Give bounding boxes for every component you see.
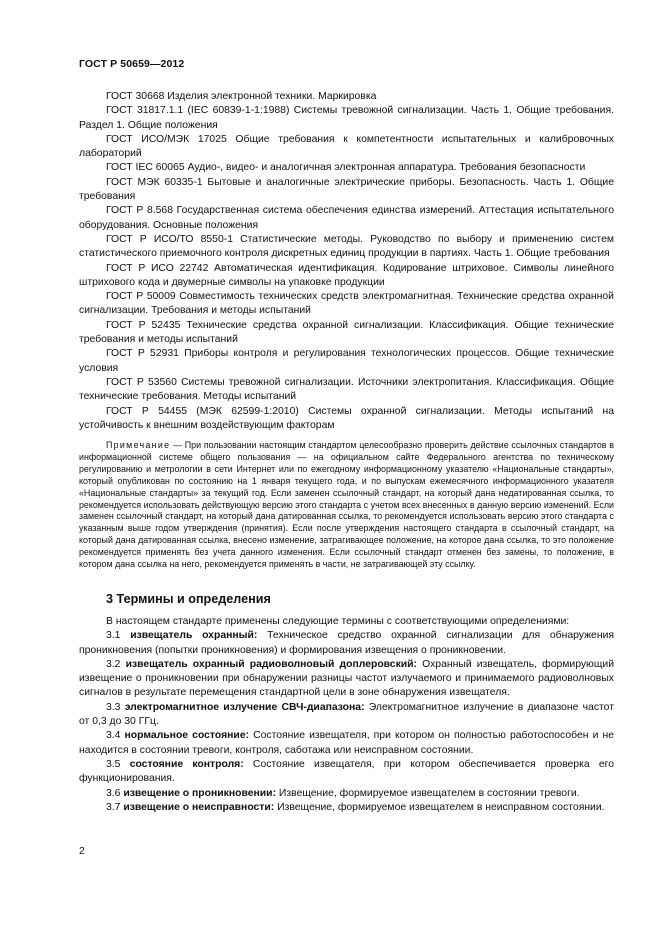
term-definition-text: Извещение, формируемое извещателем в состоянии тревоги. xyxy=(276,787,580,799)
term-name: извещатель охранный радиоволновый доплеровский: xyxy=(125,658,418,670)
term-name: состояние контроля: xyxy=(129,758,244,770)
term-number: 3.1 xyxy=(106,630,131,642)
term-definition xyxy=(79,758,614,787)
term-number: 3.2 xyxy=(106,658,126,670)
reference-item: ГОСТ ИСО/МЭК 17025 Общие требования к компетентности испытательных и калибровочных лабораторий xyxy=(79,133,614,160)
term-definition-text: Охранный извещатель, формирующий извещение о проникновении при обнаружении разницы частот излучаемого и принимаемого радиоволновых сигналов в результате перемещения стандартной цели в зоне обнаружения извещателя. xyxy=(79,658,615,699)
term-number: 3.6 xyxy=(106,787,124,799)
term-definition xyxy=(79,658,614,701)
reference-item: ГОСТ Р 8.568 Государственная система обеспечения единства измерений. Аттестация испытательного оборудования. Основные положения xyxy=(79,205,614,231)
term-number: 3.4 xyxy=(106,730,125,742)
term-definition xyxy=(79,787,614,801)
note-block xyxy=(79,440,614,571)
reference-item: ГОСТ Р 52931 Приборы контроля и регулирования технологических процессов. Общие технические условия xyxy=(79,348,614,374)
term-definition xyxy=(79,729,614,758)
term-name: электромагнитное излучение СВЧ-диапазона: xyxy=(124,701,365,713)
term-number: 3.3 xyxy=(106,701,125,713)
note-text: — При пользовании настоящим стандартом целесообразно проверить действие ссылочных стандартов в информационной системе общего пользования — на официальном сайте Федерального агентства по техническому регулированию и метрологии в сети Интернет или по ежегодному информационному указателю «Национальные стандарты», который опубликован по состоянию на 1 января текущего года, и по выпускам ежемесячного информационного указателя «Национальные стандарты» за текущий год. Если заменен ссылочный стандарт, на который дана недатированная ссылка, то рекомендуется использовать действующую версию этого стандарта с учетом всех внесенных в данную версию изменений. Если заменен ссылочный стандарт, на который дана датированная ссылка, то рекомендуется использовать версию этого стандарта с указанным выше годом утверждения (принятия). Если после утверждения настоящего стандарта в ссылочный стандарт, на который дана датированная ссылка, внесено изменение, затрагивающее положение, на которое дана ссылка, то это положение рекомендуется применять без учета данного изменения. Если ссылочный стандарт отменен без замены, то положение, в котором дана ссылка на него, рекомендуется применять в части, не затрагивающей эту ссылку. xyxy=(79,440,614,570)
term-definition-text: Техническое средство охранной сигнализации для обнаружения проникновения (попытки проникновения) и формирования извещения о проникновении. xyxy=(79,630,614,656)
term-definition-text: Состояние извещателя, при котором обеспечивается проверка его функционирования. xyxy=(79,758,614,785)
page-number: 2 xyxy=(79,846,85,857)
reference-item: ГОСТ Р ИСО 22742 Автоматическая идентификация. Кодирование штриховое. Символы линейного штрихового кода и двумерные символы на упаковке продукции xyxy=(79,262,614,288)
reference-item: ГОСТ Р 50009 Совместимость технических средств электромагнитная. Технические средства охранной сигнализации. Требования и методы испытаний xyxy=(79,291,614,317)
reference-item: ГОСТ IEC 60065 Аудио-, видео- и аналогичная электронная аппаратура. Требования безопасности xyxy=(106,162,586,174)
term-name: извещение о проникновении: xyxy=(123,787,277,799)
term-definition-text: Состояние извещателя, при котором он полностью работоспособен и не находится в состоянии тревоги, контроля, саботажа или неисправном состоянии. xyxy=(79,730,614,756)
section-intro: В настоящем стандарте применены следующие термины с соответствующими определениями: xyxy=(106,616,570,627)
reference-item: ГОСТ Р 52435 Технические средства охранной сигнализации. Классификация. Общие технические требования и методы испытаний xyxy=(79,319,614,346)
term-number: 3.5 xyxy=(106,758,130,770)
term-definition-text: Извещение, формируемое извещателем в неисправном состоянии. xyxy=(274,801,605,813)
term-definition xyxy=(79,701,614,730)
term-number: 3.7 xyxy=(106,801,124,813)
note-label: Примечание xyxy=(106,440,171,450)
reference-item: ГОСТ Р 54455 (МЭК 62599-1:2010) Системы охранной сигнализации. Методы испытаний на устойчивость к внешним воздействующим факторам xyxy=(79,405,614,431)
normative-references-list xyxy=(79,90,614,433)
page-header: ГОСТ Р 50659—2012 xyxy=(79,58,185,70)
term-name: извещатель охранный: xyxy=(130,630,258,642)
reference-item: ГОСТ 30668 Изделия электронной техники. Маркировка xyxy=(106,91,377,102)
term-name: нормальное состояние: xyxy=(124,730,250,742)
term-definition xyxy=(79,629,614,658)
term-definition xyxy=(79,801,614,815)
section-body xyxy=(79,615,614,815)
reference-item: ГОСТ 31817.1.1 (IEC 60839-1-1:1988) Системы тревожной сигнализации. Часть 1. Общие требования. Раздел 1. Общие положения xyxy=(79,105,614,131)
reference-item: ГОСТ МЭК 60335-1 Бытовые и аналогичные электрические приборы. Безопасность. Часть 1. Общие требования xyxy=(79,176,614,203)
note-paragraph xyxy=(79,440,614,571)
reference-item: ГОСТ Р ИСО/ТО 8550-1 Статистические методы. Руководство по выбору и применению систем статистического приемочного контроля дискретных единиц продукции в партиях. Часть 1. Общие требования xyxy=(79,233,614,260)
term-definition-text: Электромагнитное излучение в диапазоне частот от 0,3 до 30 ГГц. xyxy=(79,701,614,728)
term-name: извещение о неисправности: xyxy=(123,801,275,813)
terms-section xyxy=(79,592,614,815)
reference-item: ГОСТ Р 53560 Системы тревожной сигнализации. Источники электропитания. Классификация. Общие технические требования. Методы испытаний xyxy=(79,376,614,403)
section-heading: 3 Термины и определения xyxy=(106,592,271,606)
